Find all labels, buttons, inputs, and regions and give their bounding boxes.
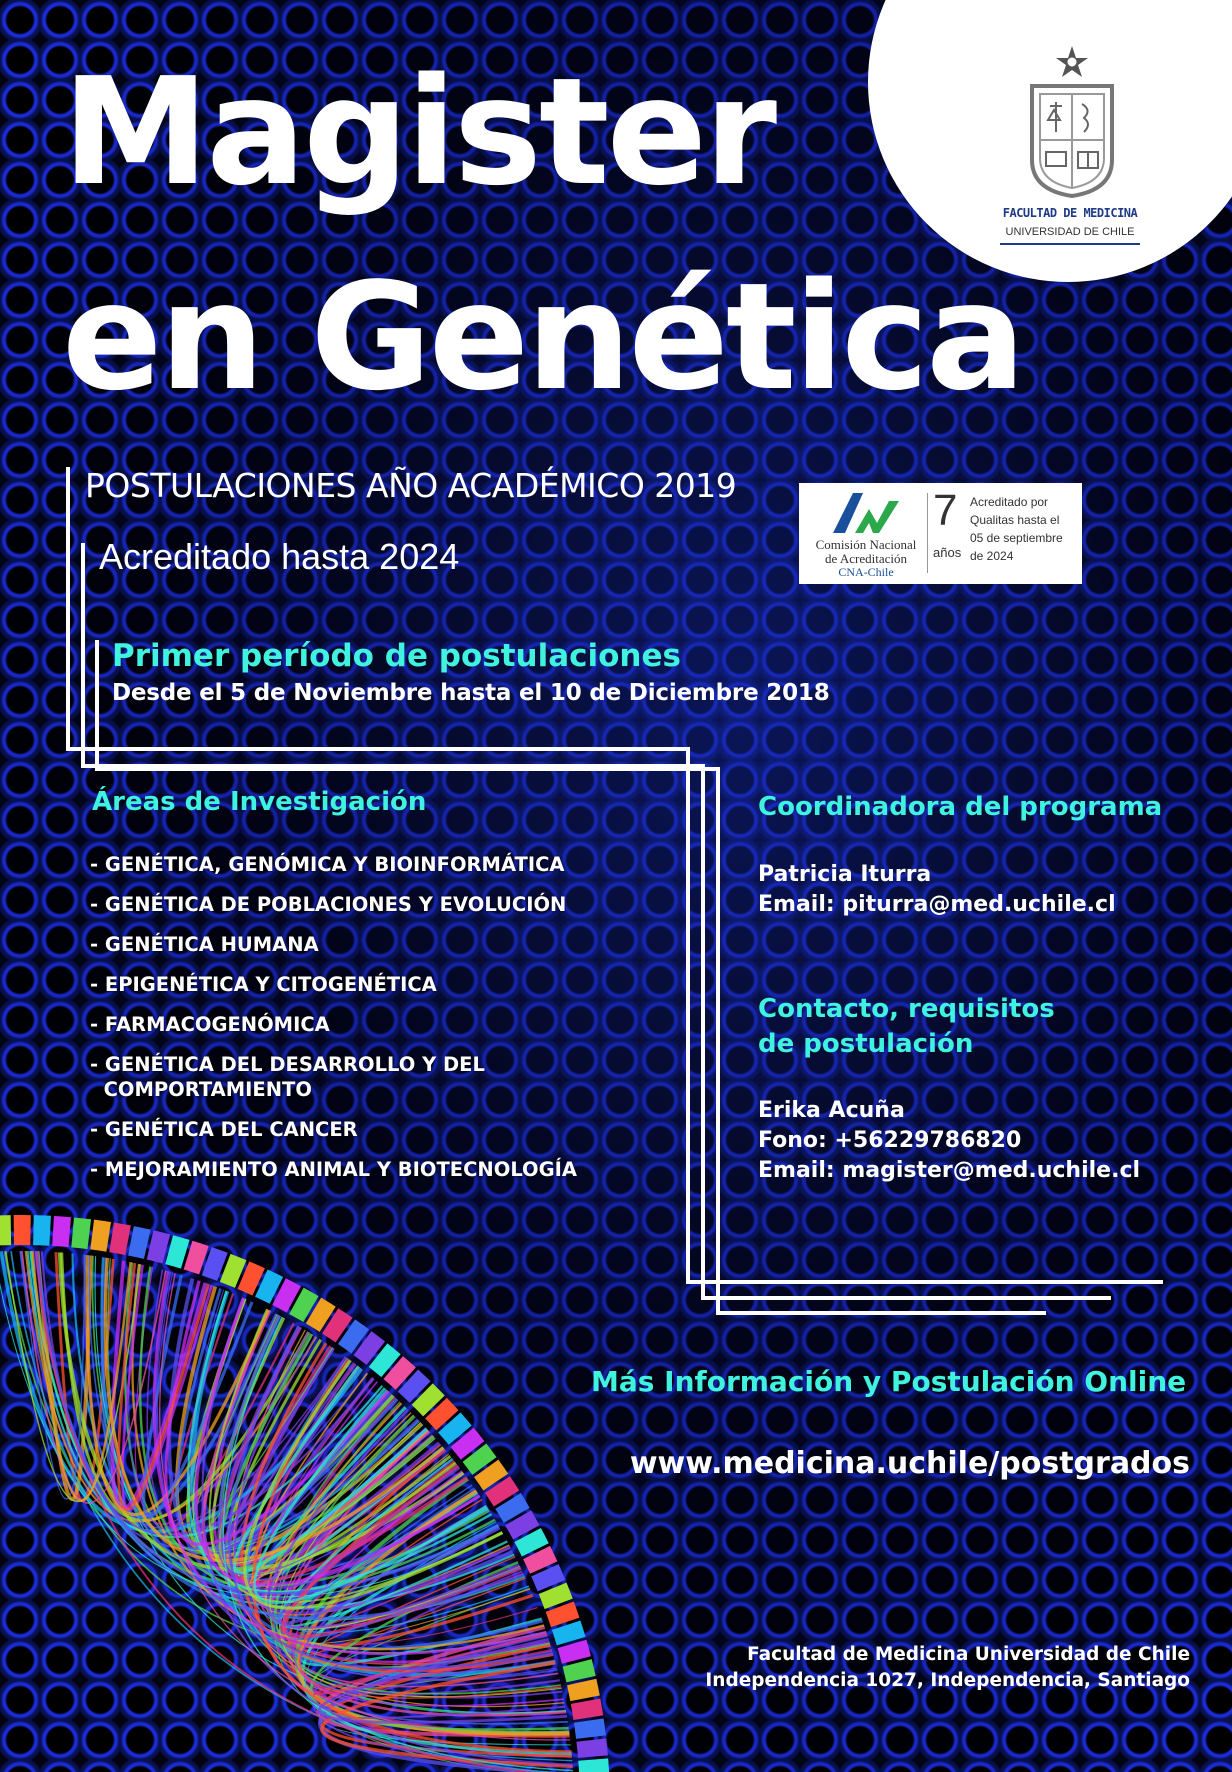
list-item: - MEJORAMIENTO ANIMAL Y BIOTECNOLOGÍA xyxy=(90,1158,577,1181)
frame-line xyxy=(701,1296,1111,1300)
genome-circos-graphic xyxy=(0,1195,640,1772)
footer-line-1: Facultad de Medicina Universidad de Chile xyxy=(747,1644,1190,1665)
footer-line-2: Independencia 1027, Independencia, Santiago xyxy=(705,1670,1190,1691)
frame-line xyxy=(701,764,705,1300)
circos-segment xyxy=(71,1217,91,1249)
contact-email[interactable]: Email: magister@med.uchile.cl xyxy=(758,1158,1141,1183)
cna-org-line1: Comisión Nacional xyxy=(815,537,917,552)
circos-segment xyxy=(90,1220,111,1252)
accreditation-line: Acreditado hasta 2024 xyxy=(99,536,460,577)
circos-segment xyxy=(576,1738,607,1758)
circos-segment xyxy=(571,1699,603,1720)
frame-line xyxy=(66,467,70,750)
cna-org-short: CNA-Chile xyxy=(838,565,894,579)
frame-line xyxy=(66,747,690,751)
list-item: - GENÉTICA DEL CANCER xyxy=(90,1118,358,1141)
areas-heading: Áreas de Investigación xyxy=(92,787,427,817)
frame-line xyxy=(95,640,99,771)
university-name: UNIVERSIDAD DE CHILE xyxy=(1005,226,1135,238)
circos-segment xyxy=(578,1758,609,1772)
cna-note-line2: Qualitas hasta el xyxy=(970,513,1060,527)
cna-logo-icon xyxy=(831,491,901,535)
circos-segment xyxy=(14,1215,31,1245)
circos-segment xyxy=(128,1226,151,1259)
coordinator-heading: Coordinadora del programa xyxy=(758,792,1163,822)
circos-segment xyxy=(0,1215,11,1245)
cna-years-label: años xyxy=(933,545,962,560)
cna-note-line1: Acreditado por xyxy=(970,495,1049,509)
circos-segment xyxy=(567,1679,600,1701)
frame-line xyxy=(81,543,85,767)
list-item: - GENÉTICA HUMANA xyxy=(90,933,319,956)
website-link[interactable]: www.medicina.uchile/postgrados xyxy=(629,1446,1190,1481)
subtitle: POSTULACIONES AÑO ACADÉMICO 2019 xyxy=(85,466,737,505)
frame-line xyxy=(716,767,720,1315)
circos-segment xyxy=(563,1659,596,1682)
list-item: - GENÉTICA DE POBLACIONES Y EVOLUCIÓN xyxy=(90,893,567,916)
contact-heading-line2: de postulación xyxy=(758,1029,974,1059)
areas-list xyxy=(90,852,610,1197)
frame-line xyxy=(686,1280,1163,1284)
circos-segment xyxy=(574,1718,606,1739)
coordinator-name: Patricia Iturra xyxy=(758,862,932,887)
circos-segment xyxy=(109,1223,131,1255)
cna-divider xyxy=(927,493,928,573)
frame-line xyxy=(716,1311,1046,1315)
contact-phone: Fono: +56229786820 xyxy=(758,1128,1022,1153)
logo-divider xyxy=(1000,243,1140,245)
period-heading: Primer período de postulaciones xyxy=(112,638,681,674)
contact-name: Erika Acuña xyxy=(758,1098,905,1123)
circos-segment xyxy=(147,1230,170,1263)
circos-segment xyxy=(33,1215,51,1246)
list-item: COMPORTAMIENTO xyxy=(90,1078,312,1101)
circos-segment xyxy=(52,1216,71,1247)
more-info-heading: Más Información y Postulación Online xyxy=(591,1365,1187,1398)
list-item: - FARMACOGENÓMICA xyxy=(90,1013,330,1036)
cna-note-line3: 05 de septiembre xyxy=(970,531,1063,545)
title-line-1: Magister xyxy=(62,46,775,218)
university-crest-icon xyxy=(1022,40,1122,200)
coordinator-email[interactable]: Email: piturra@med.uchile.cl xyxy=(758,892,1116,917)
circos-chords xyxy=(0,1251,573,1772)
cna-org-line2: de Acreditación xyxy=(825,551,907,566)
faculty-name: FACULTAD DE MEDICINA xyxy=(1002,206,1138,220)
cna-years-number: 7 xyxy=(933,486,958,535)
list-item: - EPIGENÉTICA Y CITOGENÉTICA xyxy=(90,973,437,996)
title-line-2: en Genética xyxy=(62,251,1023,423)
list-item: - GENÉTICA DEL DESARROLLO Y DEL xyxy=(90,1053,485,1076)
cna-note-line4: de 2024 xyxy=(970,549,1014,563)
frame-line xyxy=(95,767,720,771)
frame-line xyxy=(686,747,690,1284)
list-item: - GENÉTICA, GENÓMICA Y BIOINFORMÁTICA xyxy=(90,853,565,876)
contact-heading-line1: Contacto, requisitos xyxy=(758,994,1055,1024)
cna-badge xyxy=(799,483,1082,584)
period-dates: Desde el 5 de Noviembre hasta el 10 de Diciembre 2018 xyxy=(112,680,830,706)
